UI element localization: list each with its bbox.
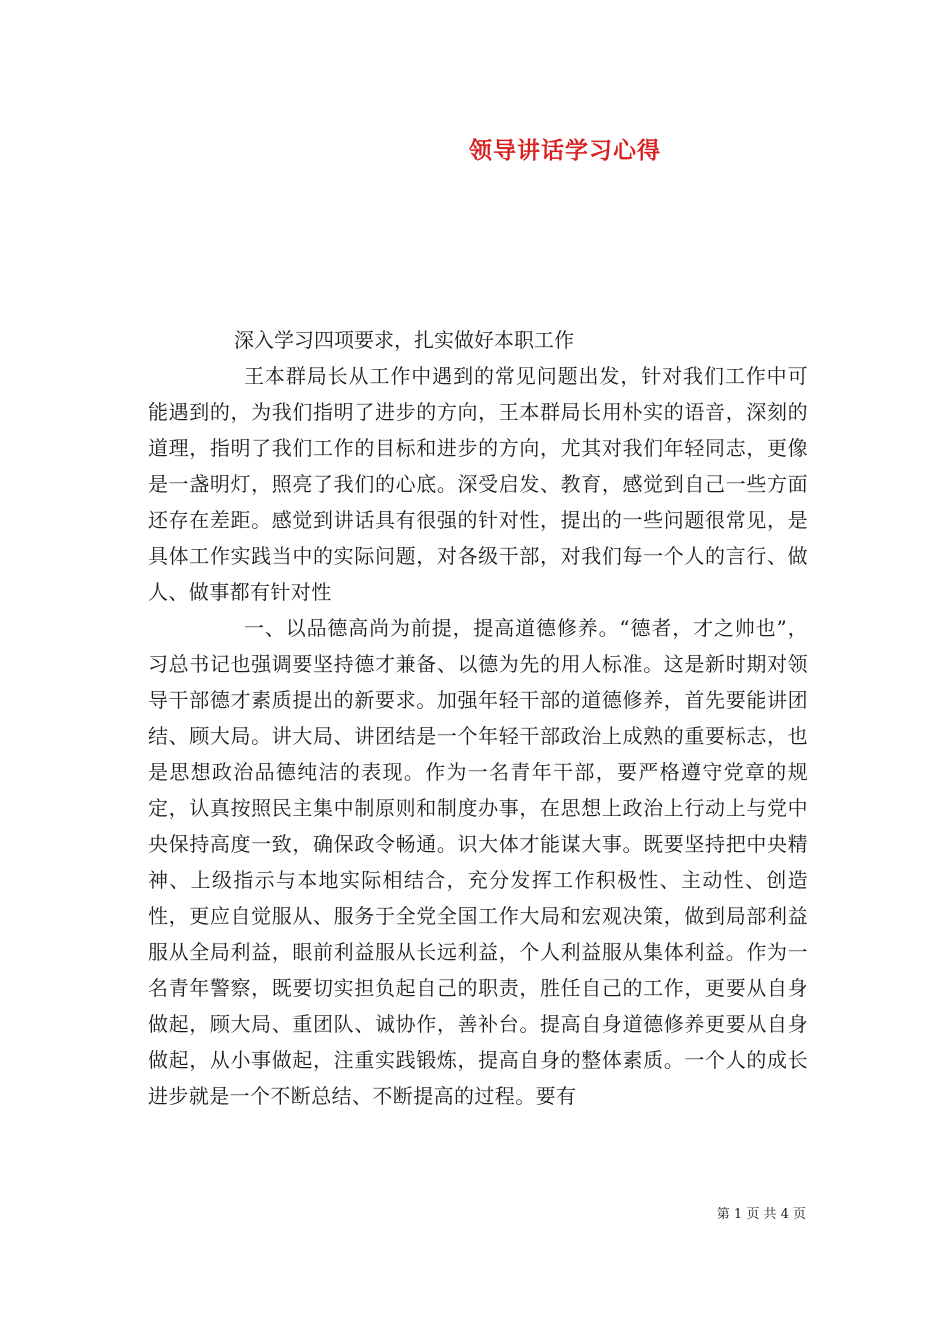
paragraph-2: 一、以品德高尚为前提，提高道德修养。“德者，才之帅也”，习总书记也强调要坚持德才兼备、以德为先的用人标准。这是新时期对领导干部德才素质提出的新要求。加强年轻干部的道德修养，首先要能讲团结、顾大局。讲大局、讲团结是一个年轻干部政治上成熟的重要标志，也是思想政治品德纯洁的表现。作为一名青年干部，要严格遵守党章的规定，认真按照民主集中制原则和制度办事，在思想上政治上行动上与党中央保持高度一致，确保政令畅通。识大体才能谋大事。既要坚持把中央精神、上级指示与本地实际相结合，充分发挥工作积极性、主动性、创造性，更应自觉服从、服务于全党全国工作大局和宏观决策，做到局部利益服从全局利益，眼前利益服从长远利益，个人利益服从集体利益。作为一名青年警察，既要切实担负起自己的职责，胜任自己的工作，更要从自身做起，顾大局、重团队、诚协作，善补台。提高自身道德修养更要从自身做起，从小事做起，注重实践锻炼，提高自身的整体素质。一个人的成长进步就是一个不断总结、不断提高的过程。要有 [148,616,808,1108]
document-subtitle: 深入学习四项要求，扎实做好本职工作 [234,328,574,352]
paragraph-1: 王本群局长从工作中遇到的常见问题出发，针对我们工作中可能遇到的，为我们指明了进步的方向，王本群局长用朴实的语音，深刻的道理，指明了我们工作的目标和进步的方向，尤其对我们年轻同志，更像是一盏明灯，照亮了我们的心底。深受启发、教育，感觉到自己一些方面还存在差距。感觉到讲话具有很强的针对性，提出的一些问题很常见，是具体工作实践当中的实际问题，对各级干部，对我们每一个人的言行、做人、做事都有针对性 [148,364,808,604]
document-title: 领导讲话学习心得 [469,137,661,164]
document-body [148,322,808,1114]
page-number-footer: 第 1 页 共 4 页 [716,1207,806,1222]
